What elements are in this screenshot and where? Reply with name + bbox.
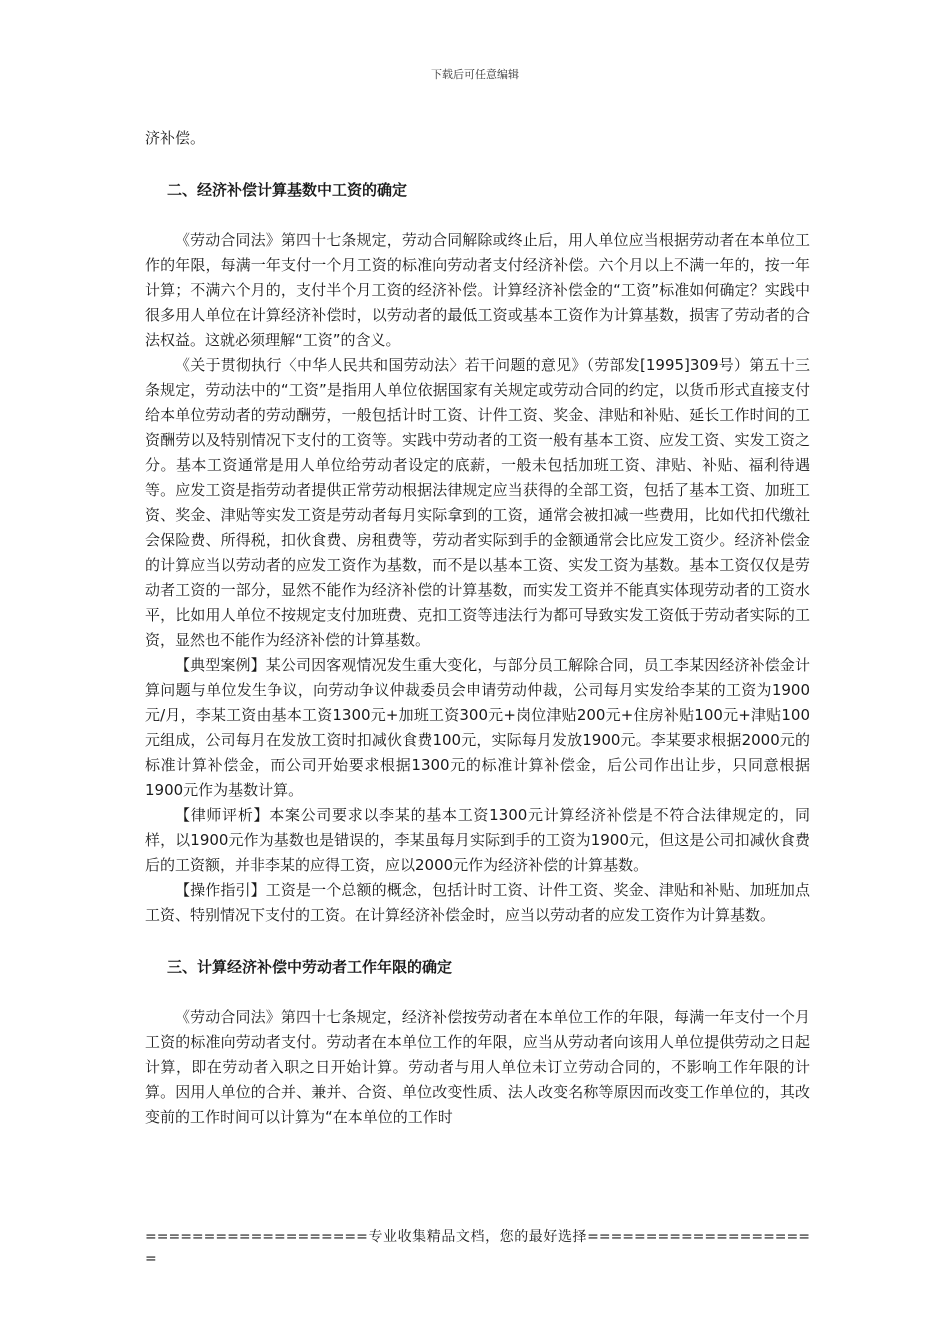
paragraph-labor-contract-law: 《劳动合同法》第四十七条规定，劳动合同解除或终止后，用人单位应当根据劳动者在本单位工作的年限，每满一年支付一个月工资的标准向劳动者支付经济补偿。六个月以上不满一年的，按一年计算；不满六个月的，支付半个月工资的经济补偿。计算经济补偿金的“工资”标准如何确定？实践中很多用人单位在计算经济补偿时，以劳动者的最低工资或基本工资作为计算基数，损害了劳动者的合法权益。这就必须理解“工资”的含义。 (145, 231, 810, 349)
section-heading-3: 三、计算经济补偿中劳动者工作年限的确定 (167, 958, 453, 976)
section-heading-2: 二、经济补偿计算基数中工资的确定 (167, 181, 408, 199)
paragraph-typical-case: 【典型案例】某公司因客观情况发生重大变化，与部分员工解除合同，员工李某因经济补偿金计算问题与单位发生争议，向劳动争议仲裁委员会申请劳动仲裁，公司每月实发给李某的工资为1900元/月，李某工资由基本工资1300元+加班工资300元+岗位津贴200元+住房补贴100元+津贴100元组成，公司每月在发放工资时扣减伙食费100元，实际每月发放1900元。李某要求根据2000元的标准计算补偿金，而公司开始要求根据1300元的标准计算补偿金，后公司作出让步，只同意根据1900元作为基数计算。 (145, 656, 810, 799)
paragraph-wage-definition: 《关于贯彻执行〈中华人民共和国劳动法〉若干问题的意见》（劳部发[1995]309号）第五十三条规定，劳动法中的“工资”是指用人单位依据国家有关规定或劳动合同的约定，以货币形式直接支付给本单位劳动者的劳动酬劳，一般包括计时工资、计件工资、奖金、津贴和补贴、延长工作时间的工资酬劳以及特别情况下支付的工资等。实践中劳动者的工资一般有基本工资、应发工资、实发工资之分。基本工资通常是用人单位给劳动者设定的底薪，一般未包括加班工资、津贴、补贴、福利待遇等。应发工资是指劳动者提供正常劳动根据法律规定应当获得的全部工资，包括了基本工资、加班工资、奖金、津贴等实发工资是劳动者每月实际拿到的工资，通常会被扣减一些费用，比如代扣代缴社会保险费、所得税，扣伙食费、房租费等，劳动者实际到手的金额通常会比应发工资少。经济补偿金的计算应当以劳动者的应发工资作为基数，而不是以基本工资、实发工资为基数。基本工资仅仅是劳动者工资的一部分，显然不能作为经济补偿的计算基数，而实发工资并不能真实体现劳动者的工资水平，比如用人单位不按规定支付加班费、克扣工资等违法行为都可导致实发工资低于劳动者实际的工资，显然也不能作为经济补偿的计算基数。 (145, 356, 810, 649)
document-body (145, 126, 810, 1130)
paragraph-operation-guide: 【操作指引】工资是一个总额的概念，包括计时工资、计件工资、奖金、津贴和补贴、加班加点工资、特别情况下支付的工资。在计算经济补偿金时，应当以劳动者的应发工资作为计算基数。 (145, 881, 810, 924)
page-footer-banner: ===================专业收集精品文档，您的最好选择==================== (145, 1229, 810, 1267)
page-header-note: 下载后可任意编辑 (431, 68, 519, 81)
paragraph-continuation: 济补偿。 (145, 129, 206, 147)
paragraph-working-years: 《劳动合同法》第四十七条规定，经济补偿按劳动者在本单位工作的年限，每满一年支付一个月工资的标准向劳动者支付。劳动者在本单位工作的年限，应当从劳动者向该用人单位提供劳动之日起计算，即在劳动者入职之日开始计算。劳动者与用人单位未订立劳动合同的，不影响工作年限的计算。因用人单位的合并、兼并、合资、单位改变性质、法人改变名称等原因而改变工作单位的，其改变前的工作时间可以计算为“在本单位的工作时 (145, 1008, 810, 1126)
paragraph-lawyer-comment: 【律师评析】本案公司要求以李某的基本工资1300元计算经济补偿是不符合法律规定的，同样，以1900元作为基数也是错误的，李某虽每月实际到手的工资为1900元，但这是公司扣减伙食费后的工资额，并非李某的应得工资，应以2000元作为经济补偿的计算基数。 (145, 806, 810, 874)
